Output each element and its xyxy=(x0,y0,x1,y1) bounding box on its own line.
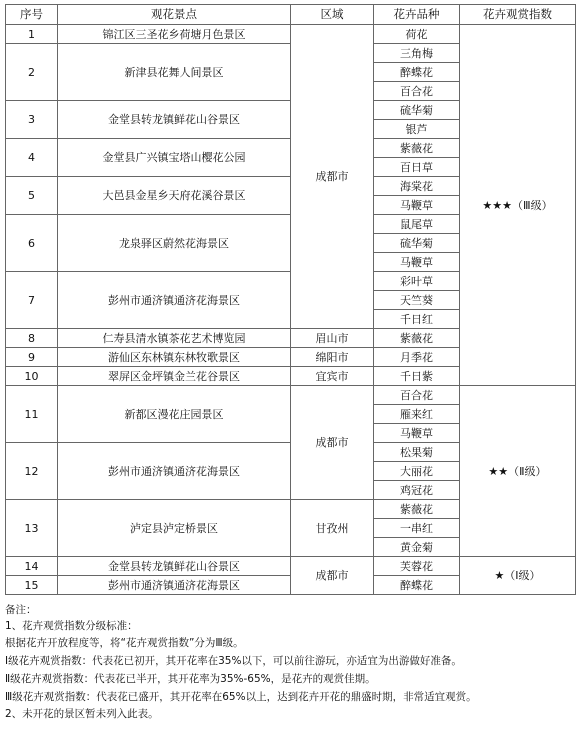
cell-flower: 千日紫 xyxy=(374,367,460,386)
cell-no: 1 xyxy=(6,25,58,44)
note-line-2: 根据花卉开放程度等，将“花卉观赏指数”分为Ⅲ级。 xyxy=(5,637,244,649)
cell-spot: 仁寿县清水镇茶花艺术博览园 xyxy=(58,329,291,348)
cell-spot: 彭州市通济镇通济花海景区 xyxy=(58,443,291,500)
cell-spot: 泸定县泸定桥景区 xyxy=(58,500,291,557)
note-line-3: Ⅰ级花卉观赏指数：代表花已初开，其开花率在35%以下，可以前往游玩，亦适宜为出游做好准备。 xyxy=(5,655,462,667)
cell-no: 8 xyxy=(6,329,58,348)
cell-flower: 百合花 xyxy=(374,386,460,405)
header-cell-no: 序号 xyxy=(6,5,58,25)
cell-spot: 游仙区东林镇东林牧歌景区 xyxy=(58,348,291,367)
region-cell-chengdu: 成都市 xyxy=(291,25,374,329)
cell-flower: 荷花 xyxy=(374,25,460,44)
cell-flower: 马鞭草 xyxy=(374,196,460,215)
table-row xyxy=(6,386,576,405)
cell-spot: 新津县花舞人间景区 xyxy=(58,44,291,101)
cell-flower: 马鞭草 xyxy=(374,424,460,443)
header-cell-flower: 花卉品种 xyxy=(374,5,460,25)
note-line-4: Ⅱ级花卉观赏指数：代表花已半开，其开花率为35%-65%，是花卉的观赏佳期。 xyxy=(5,673,376,685)
cell-no: 15 xyxy=(6,576,58,595)
cell-flower: 鸡冠花 xyxy=(374,481,460,500)
cell-flower: 大丽花 xyxy=(374,462,460,481)
cell-no: 9 xyxy=(6,348,58,367)
cell-flower: 松果菊 xyxy=(374,443,460,462)
region-cell-yibin: 宜宾市 xyxy=(291,367,374,386)
cell-spot: 金堂县转龙镇鲜花山谷景区 xyxy=(58,557,291,576)
region-cell-ganzi: 甘孜州 xyxy=(291,500,374,557)
rating-cell-level1: ★（Ⅰ级） xyxy=(460,557,576,595)
table-row xyxy=(6,557,576,576)
note-line-5: Ⅲ级花卉观赏指数：代表花已盛开，其开花率在65%以上，达到花卉开花的鼎盛时期，非常适宜观赏。 xyxy=(5,691,477,703)
region-cell-mianyang: 绵阳市 xyxy=(291,348,374,367)
cell-no: 2 xyxy=(6,44,58,101)
cell-no: 12 xyxy=(6,443,58,500)
cell-flower: 百日草 xyxy=(374,158,460,177)
cell-flower: 雁来红 xyxy=(374,405,460,424)
cell-flower: 千日红 xyxy=(374,310,460,329)
note-line-1: 1、花卉观赏指数分级标准： xyxy=(5,620,138,632)
cell-no: 14 xyxy=(6,557,58,576)
cell-flower: 天竺葵 xyxy=(374,291,460,310)
cell-flower: 鼠尾草 xyxy=(374,215,460,234)
cell-no: 6 xyxy=(6,215,58,272)
cell-flower: 三角梅 xyxy=(374,44,460,63)
flower-index-table xyxy=(5,4,576,595)
cell-spot: 锦江区三圣花乡荷塘月色景区 xyxy=(58,25,291,44)
cell-flower: 百合花 xyxy=(374,82,460,101)
cell-spot: 新都区漫花庄园景区 xyxy=(58,386,291,443)
region-cell-meishan: 眉山市 xyxy=(291,329,374,348)
cell-flower: 醉蝶花 xyxy=(374,576,460,595)
cell-no: 4 xyxy=(6,139,58,177)
cell-no: 3 xyxy=(6,101,58,139)
notes-title: 备注： xyxy=(5,604,37,616)
cell-no: 10 xyxy=(6,367,58,386)
cell-flower: 醉蝶花 xyxy=(374,63,460,82)
cell-spot: 金堂县转龙镇鲜花山谷景区 xyxy=(58,101,291,139)
note-line-6: 2、未开花的景区暂未列入此表。 xyxy=(5,708,159,720)
cell-flower: 月季花 xyxy=(374,348,460,367)
cell-flower: 芙蓉花 xyxy=(374,557,460,576)
cell-flower: 紫薇花 xyxy=(374,500,460,519)
cell-flower: 银芦 xyxy=(374,120,460,139)
rating-cell-level2: ★★（Ⅱ级） xyxy=(460,386,576,557)
cell-no: 13 xyxy=(6,500,58,557)
cell-flower: 硫华菊 xyxy=(374,101,460,120)
cell-spot: 金堂县广兴镇宝塔山樱花公园 xyxy=(58,139,291,177)
cell-spot: 彭州市通济镇通济花海景区 xyxy=(58,272,291,329)
cell-no: 5 xyxy=(6,177,58,215)
cell-flower: 海棠花 xyxy=(374,177,460,196)
cell-flower: 一串红 xyxy=(374,519,460,538)
cell-no: 11 xyxy=(6,386,58,443)
header-cell-spot: 观花景点 xyxy=(58,5,291,25)
rating-cell-level3: ★★★（Ⅲ级） xyxy=(460,25,576,386)
cell-spot: 翠屏区金坪镇金兰花谷景区 xyxy=(58,367,291,386)
cell-spot: 大邑县金星乡天府花溪谷景区 xyxy=(58,177,291,215)
header-cell-rating: 花卉观赏指数 xyxy=(460,5,576,25)
header-row xyxy=(6,5,576,25)
cell-flower: 黄金菊 xyxy=(374,538,460,557)
header-cell-region: 区域 xyxy=(291,5,374,25)
table-row xyxy=(6,25,576,44)
cell-flower: 硫华菊 xyxy=(374,234,460,253)
region-cell-chengdu: 成都市 xyxy=(291,557,374,595)
cell-flower: 紫薇花 xyxy=(374,139,460,158)
region-cell-chengdu: 成都市 xyxy=(291,386,374,500)
cell-flower: 彩叶草 xyxy=(374,272,460,291)
cell-no: 7 xyxy=(6,272,58,329)
cell-spot: 龙泉驿区蔚然花海景区 xyxy=(58,215,291,272)
cell-flower: 紫薇花 xyxy=(374,329,460,348)
table-body xyxy=(6,5,576,595)
cell-flower: 马鞭草 xyxy=(374,253,460,272)
cell-spot: 彭州市通济镇通济花海景区 xyxy=(58,576,291,595)
